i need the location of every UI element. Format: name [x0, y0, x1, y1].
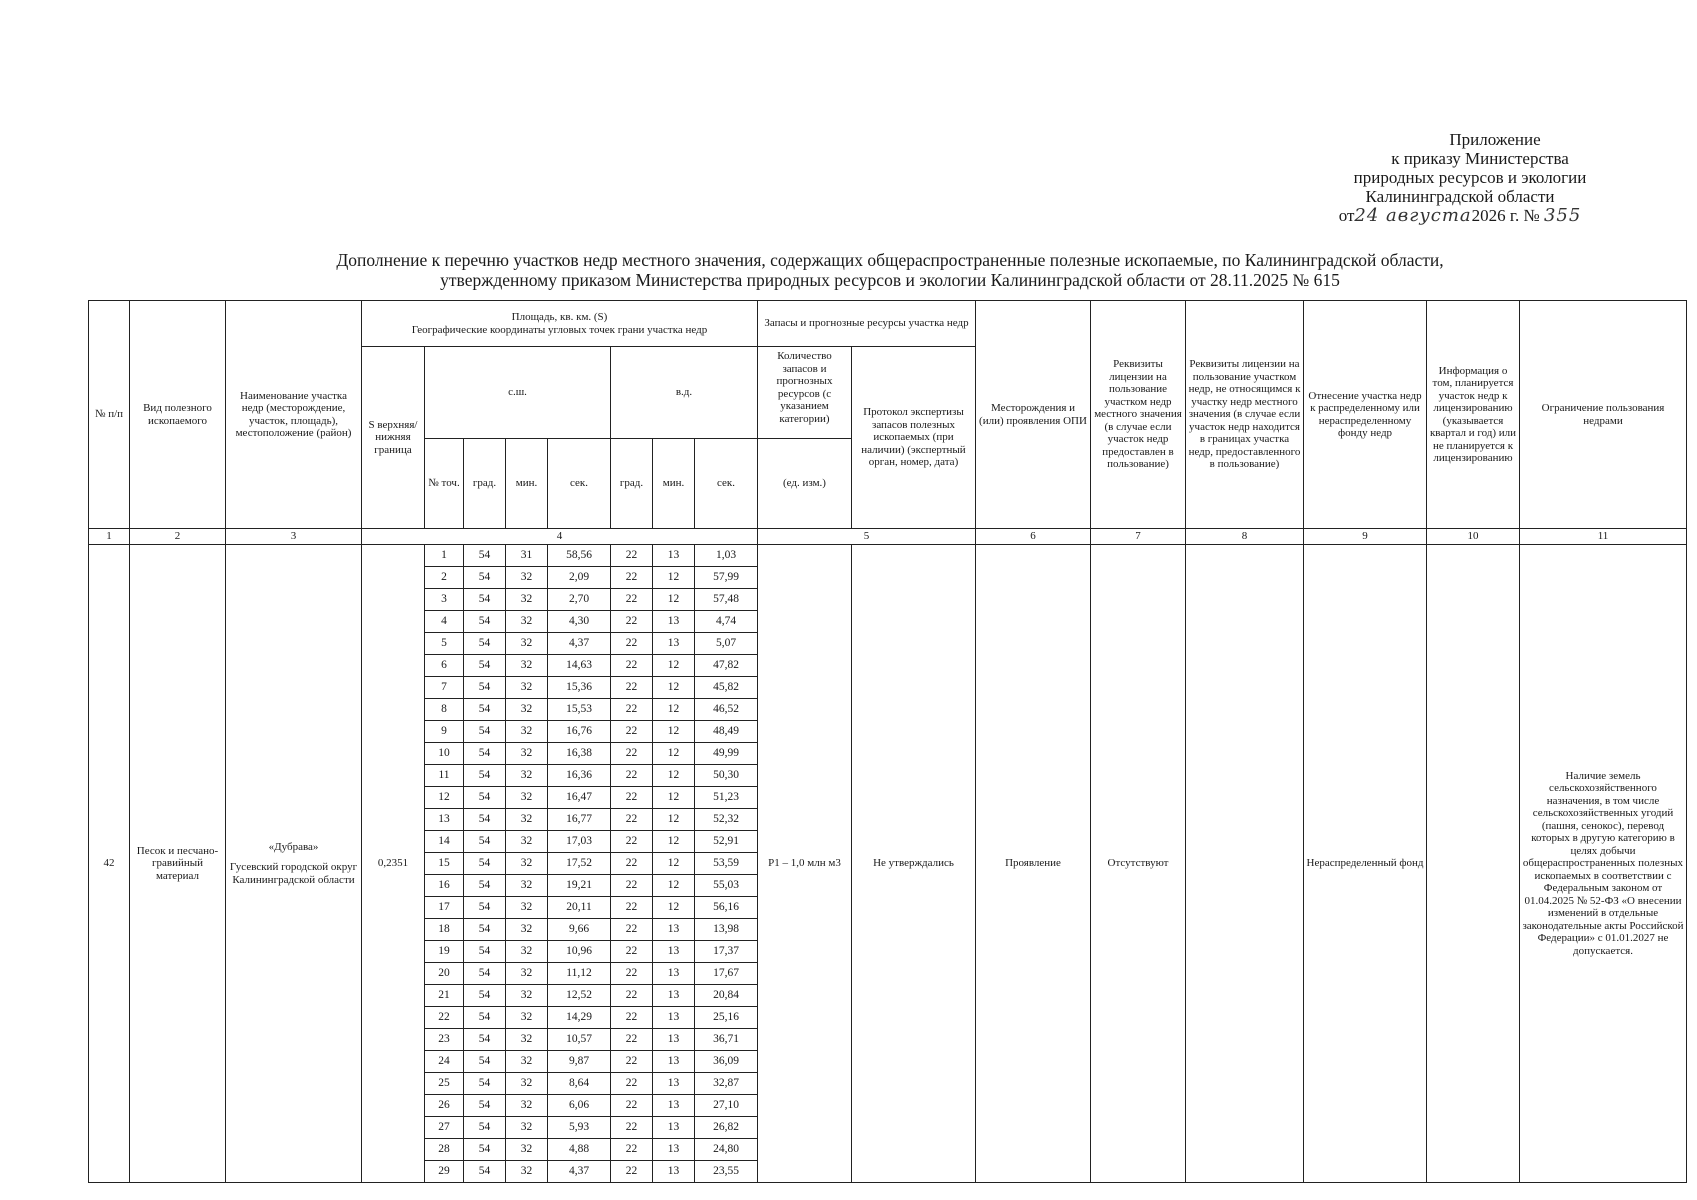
lat-min: 32: [506, 633, 548, 655]
lon-deg: 22: [611, 941, 653, 963]
point-no: 10: [425, 743, 464, 765]
coordinate-row: [89, 545, 1687, 567]
lat-min: 32: [506, 1117, 548, 1139]
lat-sec: 5,93: [548, 1117, 611, 1139]
lon-sec: 56,16: [695, 897, 758, 919]
lat-sec: 14,63: [548, 655, 611, 677]
col-protocol-header: Протокол экспертизы запасов полезных ископаемых (при наличии) (экспертный орган, номер, дата): [852, 347, 976, 529]
lon-min: 12: [653, 655, 695, 677]
lon-sec: 57,99: [695, 567, 758, 589]
column-number: 1: [89, 529, 130, 545]
lat-sec: 17,52: [548, 853, 611, 875]
lat-deg: 54: [464, 1029, 506, 1051]
lat-sec: 16,47: [548, 787, 611, 809]
lon-sec: 13,98: [695, 919, 758, 941]
lat-deg: 54: [464, 765, 506, 787]
lat-sec: 15,36: [548, 677, 611, 699]
lat-sec: 9,87: [548, 1051, 611, 1073]
order-line: [1250, 206, 1670, 225]
handwritten-date: 24 августа: [1354, 205, 1472, 226]
lon-deg: 22: [611, 985, 653, 1007]
lon-sec: 27,10: [695, 1095, 758, 1117]
lon-deg: 22: [611, 611, 653, 633]
appendix-line-1: Приложение: [1449, 130, 1541, 149]
lon-deg: 22: [611, 1161, 653, 1183]
lat-min: 32: [506, 1029, 548, 1051]
lat-sec: 17,03: [548, 831, 611, 853]
lon-deg: 22: [611, 1073, 653, 1095]
lat-deg: 54: [464, 545, 506, 567]
lat-min: 32: [506, 611, 548, 633]
column-number: 4: [362, 529, 758, 545]
record-name-location: Гусевский городской округ Калининградской области: [229, 861, 358, 886]
lat-min: 32: [506, 809, 548, 831]
lat-min: 32: [506, 743, 548, 765]
record-name: [226, 545, 362, 1183]
lon-sec: 20,84: [695, 985, 758, 1007]
col-lon-header: в.д.: [611, 347, 758, 439]
point-no: 1: [425, 545, 464, 567]
lon-deg: 22: [611, 1139, 653, 1161]
point-no: 23: [425, 1029, 464, 1051]
lon-sec: 25,16: [695, 1007, 758, 1029]
lon-min: 13: [653, 633, 695, 655]
column-number: 11: [1520, 529, 1687, 545]
lon-min: 12: [653, 853, 695, 875]
lat-min: 31: [506, 545, 548, 567]
lat-min: 32: [506, 655, 548, 677]
point-no: 16: [425, 875, 464, 897]
column-numbers-row: [89, 529, 1687, 545]
lat-sec: 12,52: [548, 985, 611, 1007]
lat-min: 32: [506, 831, 548, 853]
record-area: 0,2351: [362, 545, 425, 1183]
lat-deg: 54: [464, 677, 506, 699]
col-name-header: Наименование участка недр (месторождение, участок, площадь), местоположение (район): [226, 301, 362, 529]
lat-sec: 11,12: [548, 963, 611, 985]
point-no: 2: [425, 567, 464, 589]
col-lat-sec-header: сек.: [548, 439, 611, 529]
lon-min: 12: [653, 677, 695, 699]
lon-sec: 17,67: [695, 963, 758, 985]
point-no: 22: [425, 1007, 464, 1029]
lat-min: 32: [506, 677, 548, 699]
lat-deg: 54: [464, 655, 506, 677]
lat-deg: 54: [464, 787, 506, 809]
column-number: 9: [1304, 529, 1427, 545]
lon-min: 13: [653, 963, 695, 985]
col-deposits-header: Месторождения и (или) проявления ОПИ: [976, 301, 1091, 529]
point-no: 5: [425, 633, 464, 655]
point-no: 24: [425, 1051, 464, 1073]
col-point-no-header: № точ.: [425, 439, 464, 529]
lat-deg: 54: [464, 1161, 506, 1183]
point-no: 4: [425, 611, 464, 633]
lat-sec: 15,53: [548, 699, 611, 721]
record-num: 42: [89, 545, 130, 1183]
lat-sec: 4,37: [548, 633, 611, 655]
lat-sec: 2,70: [548, 589, 611, 611]
col-lat-header: с.ш.: [425, 347, 611, 439]
lat-deg: 54: [464, 743, 506, 765]
col-reserves-header: Запасы и прогнозные ресурсы участка недр: [758, 301, 976, 347]
lon-deg: 22: [611, 1051, 653, 1073]
col-mineral-header: Вид полезного ископаемого: [130, 301, 226, 529]
order-prefix: от: [1338, 206, 1355, 225]
column-number: 3: [226, 529, 362, 545]
lat-min: 32: [506, 787, 548, 809]
lat-sec: 8,64: [548, 1073, 611, 1095]
lat-min: 32: [506, 1007, 548, 1029]
lat-deg: 54: [464, 831, 506, 853]
lon-min: 13: [653, 1029, 695, 1051]
lon-sec: 49,99: [695, 743, 758, 765]
title-line-2: утвержденному приказом Министерства природных ресурсов и экологии Калининградской области от 28.11.2025 № 615: [440, 270, 1340, 290]
lon-min: 12: [653, 875, 695, 897]
lat-deg: 54: [464, 897, 506, 919]
appendix-header: [1290, 130, 1670, 225]
lon-min: 12: [653, 743, 695, 765]
col-lon-deg-header: град.: [611, 439, 653, 529]
col-licensing-info-header: Информация о том, планируется участок недр к лицензированию (указывается квартал и год) или не планируется к лицензированию: [1427, 301, 1520, 529]
point-no: 14: [425, 831, 464, 853]
lon-min: 13: [653, 1139, 695, 1161]
record-name-title: «Дубрава»: [268, 840, 319, 853]
appendix-line-2: к приказу Министерства: [1391, 149, 1569, 168]
appendix-line-3: природных ресурсов и экологии: [1353, 168, 1587, 187]
column-number: 8: [1186, 529, 1304, 545]
lon-sec: 52,91: [695, 831, 758, 853]
lat-deg: 54: [464, 1095, 506, 1117]
column-number: 10: [1427, 529, 1520, 545]
lat-sec: 10,96: [548, 941, 611, 963]
lat-min: 32: [506, 567, 548, 589]
lon-deg: 22: [611, 567, 653, 589]
lon-min: 13: [653, 1051, 695, 1073]
lon-sec: 36,09: [695, 1051, 758, 1073]
lat-sec: 14,29: [548, 1007, 611, 1029]
lat-deg: 54: [464, 611, 506, 633]
lon-sec: 46,52: [695, 699, 758, 721]
lat-min: 32: [506, 1051, 548, 1073]
lon-sec: 4,74: [695, 611, 758, 633]
lat-min: 32: [506, 875, 548, 897]
lon-sec: 57,48: [695, 589, 758, 611]
lon-min: 12: [653, 765, 695, 787]
lon-sec: 50,30: [695, 765, 758, 787]
column-number: 6: [976, 529, 1091, 545]
lon-min: 12: [653, 721, 695, 743]
record-license-off: [1186, 545, 1304, 1183]
subsoil-table: [88, 300, 1687, 1183]
lon-min: 13: [653, 941, 695, 963]
lat-deg: 54: [464, 589, 506, 611]
lat-sec: 6,06: [548, 1095, 611, 1117]
lon-sec: 17,37: [695, 941, 758, 963]
lat-deg: 54: [464, 1051, 506, 1073]
lon-sec: 52,32: [695, 809, 758, 831]
lon-min: 13: [653, 919, 695, 941]
lat-min: 32: [506, 1161, 548, 1183]
area-header-text: Площадь, кв. км. (S): [511, 311, 608, 323]
lon-sec: 36,71: [695, 1029, 758, 1051]
lon-deg: 22: [611, 721, 653, 743]
lon-sec: 23,55: [695, 1161, 758, 1183]
point-no: 11: [425, 765, 464, 787]
record-fund: Нераспределенный фонд: [1304, 545, 1427, 1183]
record-deposits: Проявление: [976, 545, 1091, 1183]
lon-min: 13: [653, 1117, 695, 1139]
lon-deg: 22: [611, 787, 653, 809]
header-row-1: [89, 301, 1687, 347]
lon-deg: 22: [611, 1117, 653, 1139]
lon-sec: 24,80: [695, 1139, 758, 1161]
coords-header-text: Географические координаты угловых точек грани участка недр: [411, 323, 708, 336]
point-no: 26: [425, 1095, 464, 1117]
col-lon-sec-header: сек.: [695, 439, 758, 529]
lat-deg: 54: [464, 919, 506, 941]
lat-deg: 54: [464, 963, 506, 985]
point-no: 18: [425, 919, 464, 941]
lon-deg: 22: [611, 655, 653, 677]
col-fund-header: Отнесение участка недр к распределенному или нераспределенному фонду недр: [1304, 301, 1427, 529]
lon-deg: 22: [611, 743, 653, 765]
record-reserves: Р1 – 1,0 млн м3: [758, 545, 852, 1183]
col-reserves-unit-header: (ед. изм.): [758, 439, 852, 529]
point-no: 3: [425, 589, 464, 611]
lon-sec: 51,23: [695, 787, 758, 809]
lat-sec: 4,37: [548, 1161, 611, 1183]
column-number: 7: [1091, 529, 1186, 545]
record-protocol: Не утверждались: [852, 545, 976, 1183]
lat-deg: 54: [464, 1139, 506, 1161]
lon-sec: 5,07: [695, 633, 758, 655]
lon-deg: 22: [611, 589, 653, 611]
lon-min: 12: [653, 897, 695, 919]
point-no: 13: [425, 809, 464, 831]
lat-min: 32: [506, 941, 548, 963]
lon-min: 13: [653, 1073, 695, 1095]
col-lon-min-header: мин.: [653, 439, 695, 529]
col-license-on-header: Реквизиты лицензии на пользование участком недр местного значения (в случае если участок недр предоставлен в пользование): [1091, 301, 1186, 529]
handwritten-order-number: 355: [1543, 205, 1582, 226]
order-year: 2026 г. №: [1471, 206, 1540, 225]
lon-min: 12: [653, 589, 695, 611]
lon-sec: 48,49: [695, 721, 758, 743]
point-no: 17: [425, 897, 464, 919]
lon-sec: 1,03: [695, 545, 758, 567]
lat-sec: 4,88: [548, 1139, 611, 1161]
lon-min: 12: [653, 809, 695, 831]
column-number: 5: [758, 529, 976, 545]
lon-deg: 22: [611, 677, 653, 699]
lat-sec: 16,77: [548, 809, 611, 831]
lon-min: 12: [653, 567, 695, 589]
document-title: [180, 250, 1600, 290]
lat-deg: 54: [464, 699, 506, 721]
lon-min: 13: [653, 545, 695, 567]
lon-sec: 32,87: [695, 1073, 758, 1095]
point-no: 21: [425, 985, 464, 1007]
point-no: 27: [425, 1117, 464, 1139]
lon-deg: 22: [611, 963, 653, 985]
column-number: 2: [130, 529, 226, 545]
lat-deg: 54: [464, 1073, 506, 1095]
lat-deg: 54: [464, 721, 506, 743]
lat-deg: 54: [464, 633, 506, 655]
lat-deg: 54: [464, 1117, 506, 1139]
record-mineral: Песок и песчано-гравийный материал: [130, 545, 226, 1183]
lat-min: 32: [506, 765, 548, 787]
lon-sec: 53,59: [695, 853, 758, 875]
col-num-header: № п/п: [89, 301, 130, 529]
lon-sec: 55,03: [695, 875, 758, 897]
lat-min: 32: [506, 1139, 548, 1161]
lon-min: 12: [653, 787, 695, 809]
lon-deg: 22: [611, 545, 653, 567]
lat-sec: 2,09: [548, 567, 611, 589]
lat-sec: 16,38: [548, 743, 611, 765]
point-no: 7: [425, 677, 464, 699]
lon-deg: 22: [611, 699, 653, 721]
point-no: 6: [425, 655, 464, 677]
lon-deg: 22: [611, 1029, 653, 1051]
col-reserves-qty-header: Количество запасов и прогнозных ресурсов (с указанием категории): [758, 347, 852, 439]
lon-sec: 45,82: [695, 677, 758, 699]
lat-deg: 54: [464, 985, 506, 1007]
lat-min: 32: [506, 985, 548, 1007]
lon-min: 13: [653, 1095, 695, 1117]
lat-min: 32: [506, 853, 548, 875]
lat-deg: 54: [464, 809, 506, 831]
record-restrictions: Наличие земель сельскохозяйственного назначения, в том числе сельскохозяйственных угодий (пашня, сенокос), перевод которых в другую категорию в целях добычи общераспространенных полезных ископаемых в соответствии с Федеральным законом от 01.04.2025 № 52-ФЗ «О внесении изменений в отдельные законодательные акты Российской Федерации» с 01.01.2027 не допускается.: [1520, 545, 1687, 1183]
lon-min: 12: [653, 699, 695, 721]
lon-deg: 22: [611, 897, 653, 919]
point-no: 9: [425, 721, 464, 743]
lat-min: 32: [506, 919, 548, 941]
lon-sec: 26,82: [695, 1117, 758, 1139]
lat-sec: 9,66: [548, 919, 611, 941]
lon-deg: 22: [611, 831, 653, 853]
title-line-1: Дополнение к перечню участков недр местного значения, содержащих общераспространенные полезные ископаемые, по Калининградской области,: [336, 250, 1444, 270]
lat-deg: 54: [464, 853, 506, 875]
lat-sec: 58,56: [548, 545, 611, 567]
lat-min: 32: [506, 963, 548, 985]
point-no: 19: [425, 941, 464, 963]
lon-min: 13: [653, 985, 695, 1007]
col-lat-deg-header: град.: [464, 439, 506, 529]
lat-sec: 20,11: [548, 897, 611, 919]
lon-deg: 22: [611, 853, 653, 875]
lon-deg: 22: [611, 765, 653, 787]
lon-deg: 22: [611, 875, 653, 897]
point-no: 8: [425, 699, 464, 721]
lat-deg: 54: [464, 1007, 506, 1029]
lat-deg: 54: [464, 567, 506, 589]
lat-min: 32: [506, 589, 548, 611]
col-lat-min-header: мин.: [506, 439, 548, 529]
lat-deg: 54: [464, 941, 506, 963]
record-licensing-info: [1427, 545, 1520, 1183]
lon-min: 12: [653, 831, 695, 853]
record-license-on: Отсутствуют: [1091, 545, 1186, 1183]
lon-min: 13: [653, 611, 695, 633]
col-area-coords-header: [362, 301, 758, 347]
lat-sec: 4,30: [548, 611, 611, 633]
point-no: 25: [425, 1073, 464, 1095]
lon-deg: 22: [611, 633, 653, 655]
lat-sec: 19,21: [548, 875, 611, 897]
lat-min: 32: [506, 897, 548, 919]
lon-deg: 22: [611, 919, 653, 941]
point-no: 15: [425, 853, 464, 875]
lon-min: 13: [653, 1007, 695, 1029]
lat-deg: 54: [464, 875, 506, 897]
point-no: 29: [425, 1161, 464, 1183]
lon-min: 13: [653, 1161, 695, 1183]
lon-sec: 47,82: [695, 655, 758, 677]
lat-min: 32: [506, 699, 548, 721]
lat-min: 32: [506, 1095, 548, 1117]
point-no: 12: [425, 787, 464, 809]
lon-deg: 22: [611, 1007, 653, 1029]
lat-sec: 16,76: [548, 721, 611, 743]
lon-deg: 22: [611, 1095, 653, 1117]
appendix-line-4: Калининградской области: [1365, 187, 1555, 206]
lat-min: 32: [506, 1073, 548, 1095]
lat-sec: 10,57: [548, 1029, 611, 1051]
point-no: 20: [425, 963, 464, 985]
col-s-header: S верхняя/ нижняя граница: [362, 347, 425, 529]
col-restrictions-header: Ограничение пользования недрами: [1520, 301, 1687, 529]
point-no: 28: [425, 1139, 464, 1161]
lon-deg: 22: [611, 809, 653, 831]
lat-sec: 16,36: [548, 765, 611, 787]
col-license-off-header: Реквизиты лицензии на пользование участком недр, не относящимся к участку недр местного значения (в случае если участок недр находится в границах участка недр, предоставленного в пользование): [1186, 301, 1304, 529]
lat-min: 32: [506, 721, 548, 743]
